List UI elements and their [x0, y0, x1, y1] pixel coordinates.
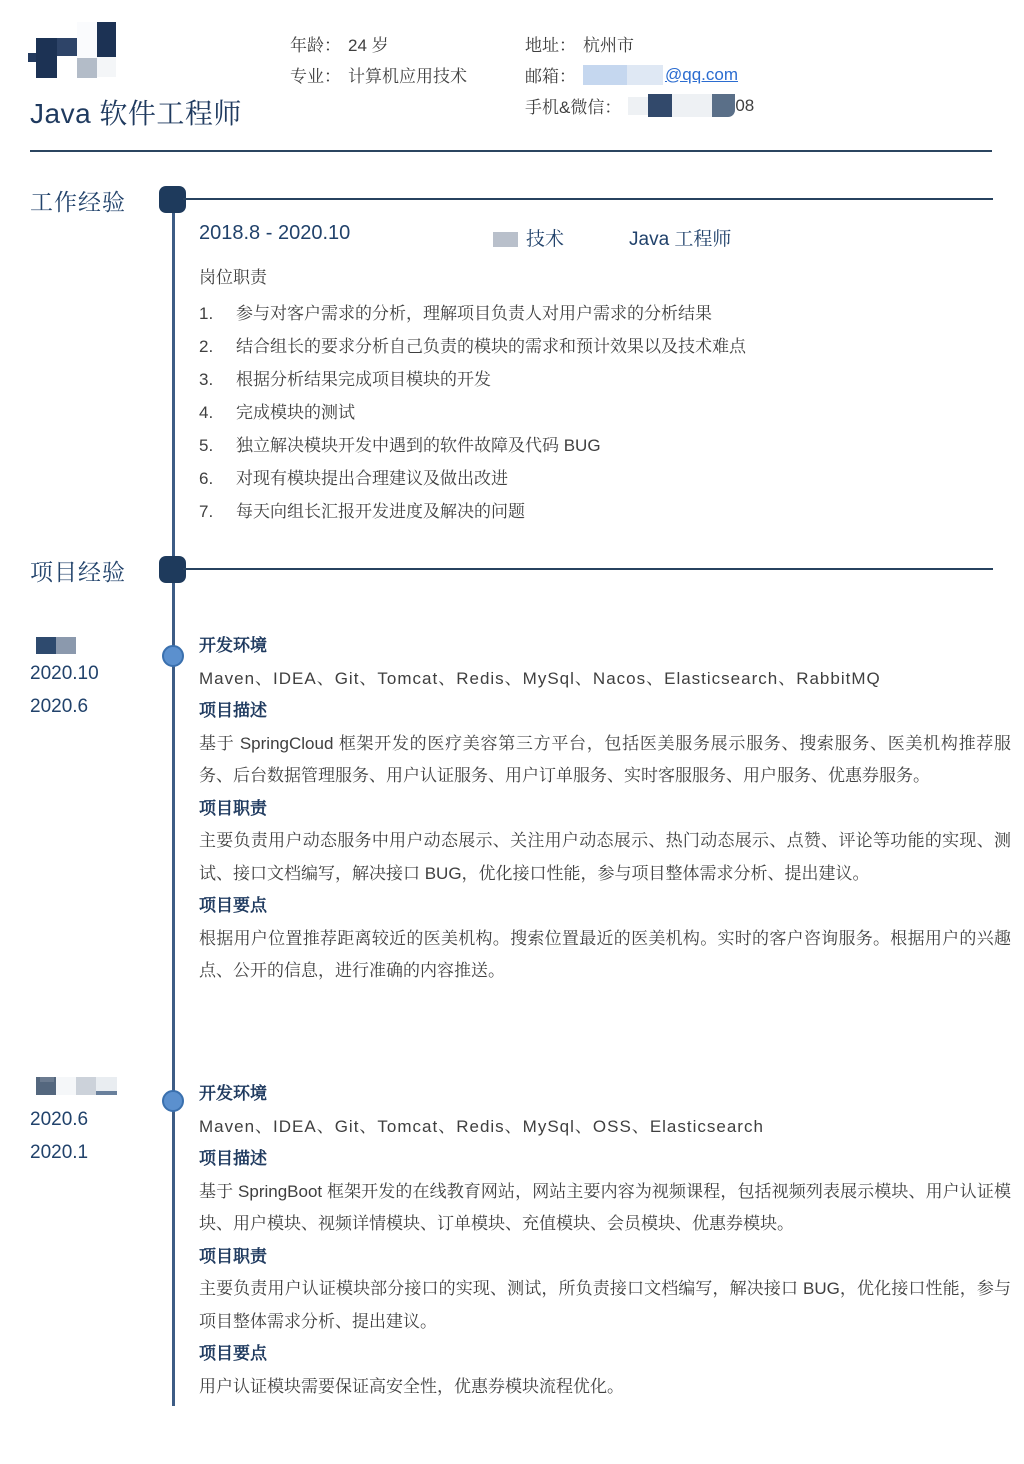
duty-item: 1. 参与对客户需求的分析，理解项目负责人对用户需求的分析结果	[199, 304, 712, 323]
redacted-phone-block	[628, 97, 648, 115]
phone-row	[525, 90, 754, 121]
duty-item: 2. 结合组长的要求分析自己负责的模块的需求和预计效果以及技术难点	[199, 337, 746, 356]
age-row	[290, 28, 467, 59]
major-row	[290, 59, 467, 90]
duty-item: 6. 对现有模块提出合理建议及做出改进	[199, 469, 508, 488]
points-text: 根据用户位置推荐距离较近的医美机构。搜索位置最近的医美机构。实时的客户咨询服务。根据用户的兴趣点、公开的信息，进行准确的内容推送。	[199, 928, 1011, 980]
contact-info-column	[525, 28, 754, 121]
major-value: 计算机应用技术	[348, 67, 467, 86]
points-heading: 项目要点	[199, 896, 267, 915]
major-label: 专业：	[290, 67, 341, 86]
duty-item: 4. 完成模块的测试	[199, 403, 355, 422]
redacted-project1-name	[36, 637, 180, 657]
mosaic-block	[77, 58, 97, 78]
mosaic-block	[97, 22, 116, 57]
job-role: Java 工程师	[629, 229, 732, 250]
email-row	[525, 59, 754, 90]
work-header-row	[199, 222, 1007, 260]
mosaic-block	[40, 1077, 54, 1082]
mosaic-block	[56, 1077, 76, 1095]
desc-heading: 项目描述	[199, 1149, 267, 1168]
mosaic-block	[57, 38, 77, 56]
redacted-company-block	[493, 232, 518, 247]
duty-item: 7. 每天向组长汇报开发进度及解决的问题	[199, 502, 525, 521]
section-title-work: 工作经验	[30, 189, 126, 215]
address-row	[525, 28, 754, 59]
project-date-start: 2020.6	[30, 1109, 89, 1130]
redacted-email-block	[583, 65, 627, 85]
mosaic-block	[28, 53, 36, 62]
env-heading: 开发环境	[199, 1084, 267, 1103]
timeline-vertical-line	[172, 200, 175, 1406]
mosaic-block	[96, 1077, 117, 1091]
redacted-phone-block	[672, 94, 712, 117]
work-experience-block	[199, 222, 1007, 528]
header-divider	[30, 150, 992, 152]
section-title-projects: 项目经验	[30, 559, 126, 585]
phone-suffix: 08	[735, 95, 755, 115]
desc-text: 基于 SpringBoot 框架开发的在线教育网站，网站主要内容为视频课程，包括视频列表展示模块、用户认证模块、用户模块、视频详情模块、订单模块、充值模块、会员模块、优惠券模块。	[199, 1181, 1011, 1233]
desc-heading: 项目描述	[199, 701, 267, 720]
timeline-square-marker	[159, 186, 186, 213]
desc-text: 基于 SpringCloud 框架开发的医疗美容第三方平台，包括医美服务展示服务、搜索服务、医美机构推荐服务、后台数据管理服务、用户认证服务、用户订单服务、实时客服服务、用户服务、优惠券服务。	[199, 733, 1011, 785]
mosaic-block	[97, 57, 116, 77]
points-heading: 项目要点	[199, 1344, 267, 1363]
env-list: Maven、IDEA、Git、Tomcat、Redis、MySql、Nacos、Elasticsearch、RabbitMQ	[199, 668, 881, 688]
project1-content	[199, 630, 1011, 988]
project1-dates	[30, 657, 180, 723]
mosaic-block	[36, 38, 57, 78]
duties-heading: 岗位职责	[199, 268, 267, 287]
resp-heading: 项目职责	[199, 1246, 267, 1266]
company-name-suffix: 技术	[526, 229, 565, 250]
timeline-horizontal-line	[183, 568, 993, 570]
page-title: Java 软件工程师	[30, 98, 242, 129]
redacted-phone-block	[712, 94, 735, 117]
project2-left-column	[30, 1077, 180, 1169]
mosaic-block	[56, 637, 76, 654]
email-link[interactable]: @qq.com	[665, 64, 739, 84]
redacted-phone-block	[648, 94, 672, 117]
redacted-project2-name	[36, 1077, 180, 1103]
project1-left-column	[30, 637, 180, 723]
duty-item: 5. 独立解决模块开发中遇到的软件故障及代码 BUG	[199, 436, 601, 455]
timeline-horizontal-line	[183, 198, 993, 200]
project-date-start: 2020.10	[30, 663, 99, 684]
age-label: 年龄：	[290, 36, 341, 55]
mosaic-block	[76, 1077, 96, 1095]
phone-label: 手机&微信：	[525, 98, 622, 117]
duties-list	[199, 297, 1007, 528]
project2-content	[199, 1078, 1011, 1403]
age-value: 24 岁	[348, 36, 389, 55]
work-period: 2018.8 - 2020.10	[199, 222, 351, 244]
project-date-end: 2020.6	[30, 696, 89, 717]
resp-heading: 项目职责	[199, 798, 267, 818]
project-date-end: 2020.1	[30, 1142, 89, 1163]
personal-info-column	[290, 28, 467, 90]
redacted-name-logo	[28, 22, 120, 78]
timeline-square-marker	[159, 556, 186, 583]
resp-text: 主要负责用户动态服务中用户动态展示、关注用户动态展示、热门动态展示、点赞、评论等功能的实现、测试、接口文档编写，解决接口 BUG，优化接口性能，参与项目整体需求分析、提出建议。	[199, 831, 1011, 883]
redacted-email-block	[627, 65, 663, 85]
env-list: Maven、IDEA、Git、Tomcat、Redis、MySql、OSS、Elasticsearch	[199, 1116, 764, 1136]
project2-dates	[30, 1103, 180, 1169]
mosaic-block	[36, 637, 56, 654]
email-label: 邮箱：	[525, 67, 576, 86]
resp-text: 主要负责用户认证模块部分接口的实现、测试，所负责接口文档编写，解决接口 BUG，优化接口性能，参与项目整体需求分析、提出建议。	[199, 1279, 1011, 1331]
env-heading: 开发环境	[199, 636, 267, 655]
address-label: 地址：	[525, 36, 576, 55]
duty-item: 3. 根据分析结果完成项目模块的开发	[199, 370, 491, 389]
points-text: 用户认证模块需要保证高安全性，优惠券模块流程优化。	[199, 1376, 624, 1396]
address-value: 杭州市	[583, 36, 634, 55]
